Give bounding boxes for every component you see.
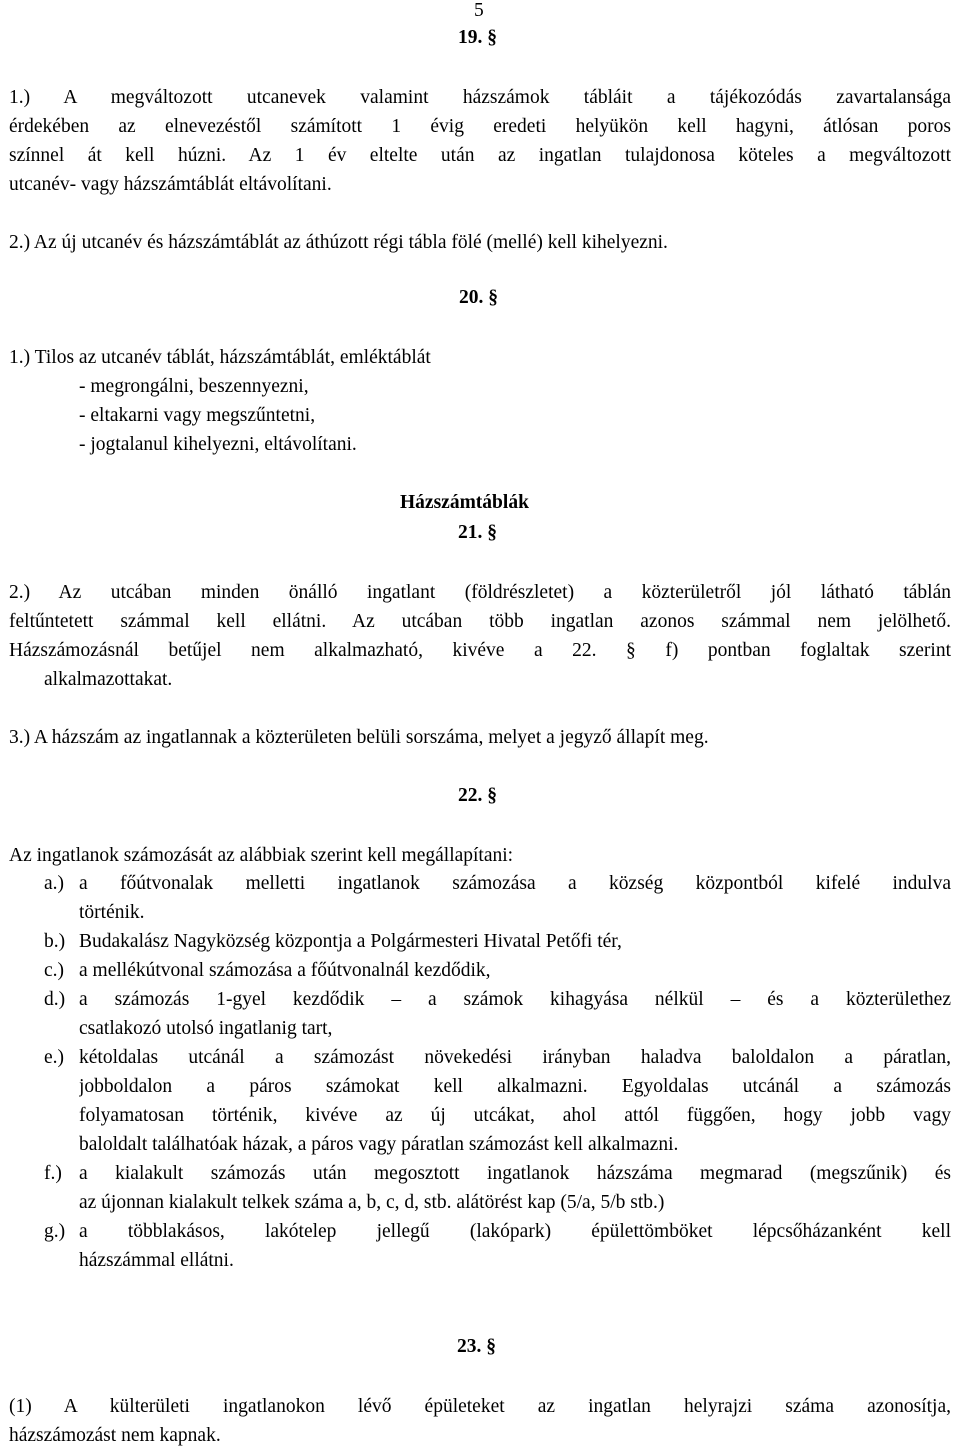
s22-item-e-line4: baloldalt találhatóak házak, a páros vagy páratlan számozást kell alkalmazni. xyxy=(79,1134,679,1155)
s21-p3: 3.) A házszám az ingatlannak a közterületen belüli sorszáma, melyet a jegyző állapít meg. xyxy=(9,727,709,748)
s19-p1-line1: 1.) A megváltozott utcanevek valamint házszámok tábláit a tájékozódás zavartalansága xyxy=(9,87,951,108)
section-23-heading: 23. § xyxy=(457,1336,496,1357)
s22-item-e-label: e.) xyxy=(44,1047,65,1068)
s22-item-c-label: c.) xyxy=(44,960,65,981)
s22-item-a-line1: a főútvonalak melletti ingatlanok számozása a község központból kifelé indulva xyxy=(79,873,951,894)
section-22-heading: 22. § xyxy=(458,785,497,806)
s22-item-e-line3: folyamatosan történik, kivéve az új utcákat, ahol attól függően, hogy jobb vagy xyxy=(79,1105,951,1126)
s22-item-d-line2: csatlakozó utolsó ingatlanig tart, xyxy=(79,1018,333,1039)
s20-item-2: - eltakarni vagy megszűntetni, xyxy=(79,405,316,426)
s22-item-f-line2: az újonnan kialakult telkek száma a, b, c, d, stb. alátörést kap (5/a, 5/b stb.) xyxy=(79,1192,665,1213)
s22-item-f-line1: a kialakult számozás után megosztott ingatlanok házszáma megmarad (megszűnik) és xyxy=(79,1163,951,1184)
s19-p1-line4: utcanév- vagy házszámtáblát eltávolítani. xyxy=(9,174,332,195)
s22-item-g-line1: a többlakásos, lakótelep jellegű (lakópark) épülettömböket lépcsőházanként kell xyxy=(79,1221,951,1242)
s20-p1: 1.) Tilos az utcanév táblát, házszámtáblát, emléktáblát xyxy=(9,347,431,368)
s23-p1-line2: házszámozást nem kapnak. xyxy=(9,1425,221,1446)
s22-item-f-label: f.) xyxy=(44,1163,62,1184)
s22-item-e-line1: kétoldalas utcánál a számozást növekedési irányban haladva baloldalon a páratlan, xyxy=(79,1047,951,1068)
section-19-heading: 19. § xyxy=(458,27,497,48)
s22-intro: Az ingatlanok számozását az alábbiak szerint kell megállapítani: xyxy=(9,845,514,866)
s22-item-d-label: d.) xyxy=(44,989,66,1010)
s22-item-a-label: a.) xyxy=(44,873,65,894)
s22-item-g-line2: házszámmal ellátni. xyxy=(79,1250,234,1271)
s21-p2-line3: Házszámozásnál betűjel nem alkalmazható, kivéve a 22. § f) pontban foglaltak szerint xyxy=(9,640,951,661)
s20-item-1: - megrongálni, beszennyezni, xyxy=(79,376,309,397)
s22-item-a-line2: történik. xyxy=(79,902,145,923)
s19-p1-line2: érdekében az elnevezéstől számított 1 évig eredeti helyükön kell hagyni, átlósan poros xyxy=(9,116,951,137)
s22-item-b-line1: Budakalász Nagyközség központja a Polgármesteri Hivatal Petőfi tér, xyxy=(79,931,622,952)
s19-p1-line3: színnel át kell húzni. Az 1 év eltelte után az ingatlan tulajdonosa köteles a megváltozott xyxy=(9,145,951,166)
page-number: 5 xyxy=(474,0,484,21)
s21-p2-line2: feltűntetett számmal kell ellátni. Az utcában több ingatlan azonos számmal nem jelölhető. xyxy=(9,611,951,632)
s22-item-g-label: g.) xyxy=(44,1221,66,1242)
section-21-heading: 21. § xyxy=(458,522,497,543)
section-21-title: Házszámtáblák xyxy=(400,492,529,513)
s21-p2-line4: alkalmazottakat. xyxy=(44,669,173,690)
s19-p2: 2.) Az új utcanév és házszámtáblát az áthúzott régi tábla fölé (mellé) kell kihelyezni. xyxy=(9,232,668,253)
s23-p1-line1: (1) A külterületi ingatlanokon lévő épületeket az ingatlan helyrajzi száma azonosítja, xyxy=(9,1396,951,1417)
s22-item-e-line2: jobboldalon a páros számokat kell alkalmazni. Egyoldalas utcánál a számozás xyxy=(79,1076,951,1097)
s21-p2-line1: 2.) Az utcában minden önálló ingatlant (földrészletet) a közterületről jól látható táblán xyxy=(9,582,951,603)
section-20-heading: 20. § xyxy=(459,287,498,308)
s20-item-3: - jogtalanul kihelyezni, eltávolítani. xyxy=(79,434,357,455)
s22-item-c-line1: a mellékútvonal számozása a főútvonalnál kezdődik, xyxy=(79,960,491,981)
s22-item-d-line1: a számozás 1-gyel kezdődik – a számok kihagyása nélkül – és a közterülethez xyxy=(79,989,951,1010)
s22-item-b-label: b.) xyxy=(44,931,66,952)
